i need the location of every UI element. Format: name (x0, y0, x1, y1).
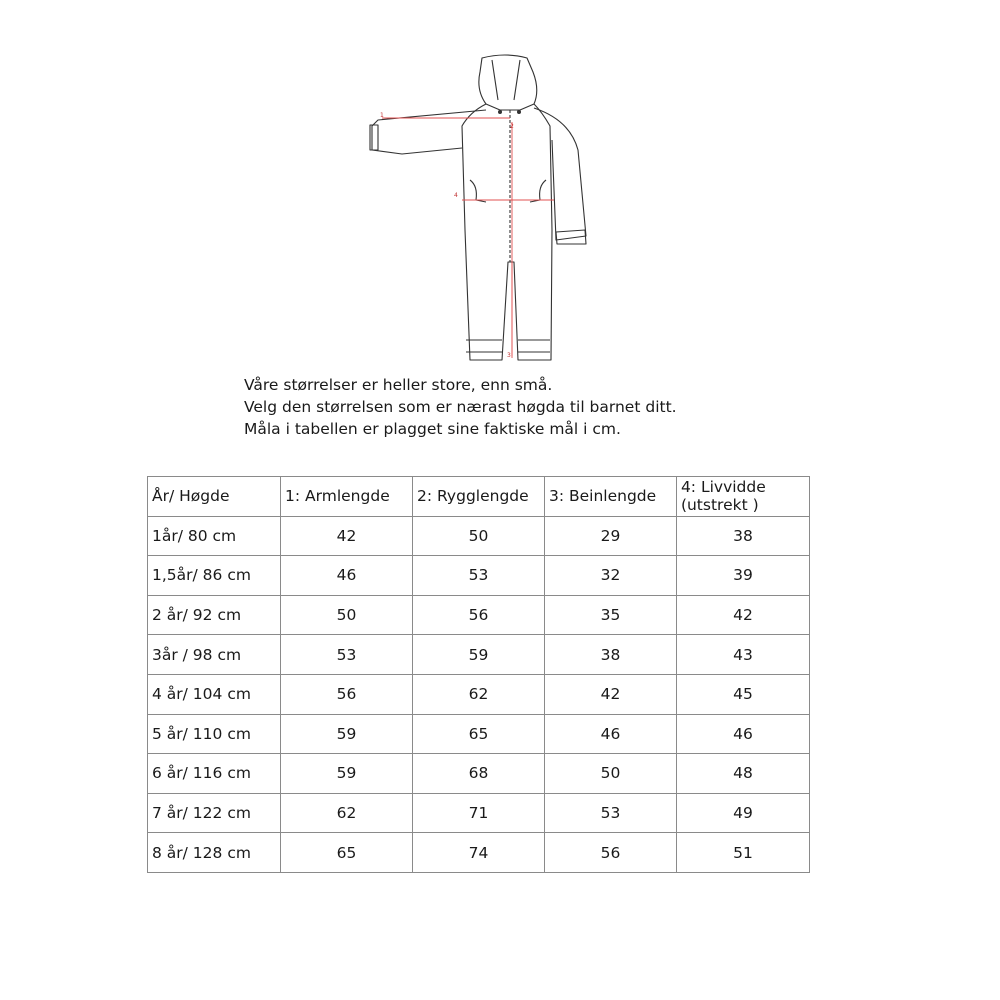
intro-text (244, 374, 677, 440)
cell-back-length: 65 (413, 714, 545, 754)
cell-arm-length: 42 (281, 516, 413, 556)
overall-diagram (360, 50, 600, 370)
marker-4: 4 (454, 192, 458, 199)
cell-leg-length: 38 (544, 635, 676, 675)
cell-arm-length: 59 (281, 714, 413, 754)
cell-arm-length: 65 (281, 833, 413, 873)
cell-leg-length: 53 (544, 793, 676, 833)
intro-line-2: Velg den størrelsen som er nærast høgda til barnet ditt. (244, 398, 677, 416)
cell-waist: 46 (676, 714, 809, 754)
cell-arm-length: 62 (281, 793, 413, 833)
cell-waist: 51 (676, 833, 809, 873)
cell-back-length: 62 (413, 674, 545, 714)
table-body (148, 516, 810, 872)
cell-leg-length: 32 (544, 556, 676, 596)
cell-back-length: 68 (413, 754, 545, 794)
cell-back-length: 56 (413, 595, 545, 635)
cell-waist: 39 (676, 556, 809, 596)
cell-waist: 38 (676, 516, 809, 556)
header-arm-length: 1: Armlengde (281, 477, 413, 517)
size-table (147, 476, 810, 873)
table-row (148, 556, 810, 596)
cell-age-height: 6 år/ 116 cm (148, 754, 281, 794)
cell-arm-length: 53 (281, 635, 413, 675)
header-age-height: År/ Høgde (148, 477, 281, 517)
table-row (148, 833, 810, 873)
cell-arm-length: 59 (281, 754, 413, 794)
cell-arm-length: 46 (281, 556, 413, 596)
intro-line-3: Måla i tabellen er plagget sine faktiske mål i cm. (244, 420, 621, 438)
cell-age-height: 2 år/ 92 cm (148, 595, 281, 635)
header-leg-length: 3: Beinlengde (544, 477, 676, 517)
cell-waist: 48 (676, 754, 809, 794)
cell-leg-length: 46 (544, 714, 676, 754)
cell-age-height: 1,5år/ 86 cm (148, 556, 281, 596)
overall-outline (370, 55, 586, 360)
cell-waist: 45 (676, 674, 809, 714)
cell-arm-length: 56 (281, 674, 413, 714)
marker-1: 1 (380, 112, 384, 119)
table-row (148, 674, 810, 714)
table-header-row (148, 477, 810, 517)
table-row (148, 793, 810, 833)
cell-age-height: 4 år/ 104 cm (148, 674, 281, 714)
cell-leg-length: 35 (544, 595, 676, 635)
cell-back-length: 59 (413, 635, 545, 675)
cell-back-length: 71 (413, 793, 545, 833)
cell-age-height: 7 år/ 122 cm (148, 793, 281, 833)
cell-waist: 49 (676, 793, 809, 833)
table-row (148, 754, 810, 794)
table-row (148, 714, 810, 754)
cell-age-height: 3år / 98 cm (148, 635, 281, 675)
table-row (148, 516, 810, 556)
cell-back-length: 74 (413, 833, 545, 873)
cell-back-length: 50 (413, 516, 545, 556)
cell-leg-length: 50 (544, 754, 676, 794)
cell-waist: 42 (676, 595, 809, 635)
cell-leg-length: 42 (544, 674, 676, 714)
header-back-length: 2: Rygglengde (413, 477, 545, 517)
intro-line-1: Våre størrelser er heller store, enn små. (244, 376, 553, 394)
table-row (148, 595, 810, 635)
header-waist: 4: Livvidde (utstrekt ) (676, 477, 809, 517)
marker-2: 2 (510, 123, 514, 130)
table-row (148, 635, 810, 675)
cell-age-height: 1år/ 80 cm (148, 516, 281, 556)
cell-waist: 43 (676, 635, 809, 675)
cell-arm-length: 50 (281, 595, 413, 635)
cell-age-height: 5 år/ 110 cm (148, 714, 281, 754)
cell-leg-length: 56 (544, 833, 676, 873)
marker-3: 3 (507, 352, 511, 359)
cell-age-height: 8 år/ 128 cm (148, 833, 281, 873)
cell-back-length: 53 (413, 556, 545, 596)
cell-leg-length: 29 (544, 516, 676, 556)
